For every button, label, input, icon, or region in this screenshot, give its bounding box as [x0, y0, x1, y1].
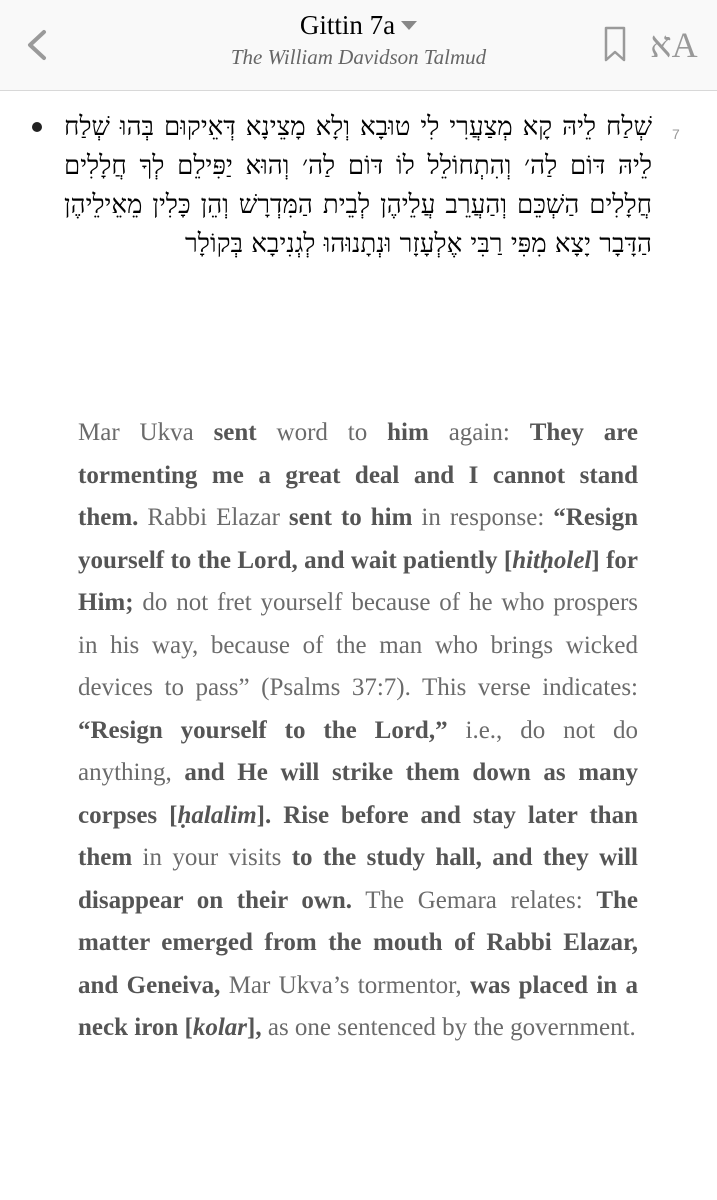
language-toggle-button[interactable]: אA: [650, 25, 698, 65]
translation-run: The Gemara relates:: [352, 886, 597, 914]
translation-run: ]. Rise before and stay later than them: [78, 801, 638, 871]
page-subtitle: The William Davidson Talmud: [230, 45, 487, 69]
translation-run: “Resign yourself to the Lord, and wait patiently [: [78, 504, 638, 574]
translation-run: sent: [213, 419, 257, 446]
translation-run: in your visits: [132, 844, 292, 871]
translation-run: in response:: [412, 504, 554, 531]
translation-run: ḥalalim: [177, 801, 257, 829]
translation-run: Mar Ukva: [78, 419, 214, 446]
translation-run: to the study hall, and they will disappear on their own.: [78, 844, 638, 914]
english-translation[interactable]: [78, 412, 638, 1050]
translation-run: i.e., do not do anything,: [78, 716, 638, 786]
translation-run: Mar Ukva’s tormentor,: [220, 971, 470, 999]
title-area[interactable]: [150, 8, 567, 72]
chevron-left-icon: [18, 22, 58, 68]
translation-run: again:: [428, 419, 530, 446]
bookmark-icon: [604, 26, 626, 62]
translation-run: word to: [256, 419, 388, 446]
page-title: Gittin 7a: [299, 10, 396, 40]
translation-run: “Resign yourself to the Lord,”: [78, 716, 448, 744]
translation-run: was placed in a neck iron [: [78, 971, 639, 1041]
hebrew-text[interactable]: שְׁלַח לֵיהּ קָא מְצַעֲרִי לִי טוּבָא וְלָא מָצֵינָא דְּאֵיקוּם בְּהוּ שְׁלַח לֵיהּ דּוֹם לַה׳ וְהִתְחוֹלֵל לוֹ דּוֹם לַה׳ וְהוּא יַפִּילֵם לְךָ חֲלָלִים חֲלָלִים הַשְׁכֵּם וְהַעֲרֵב עֲלֵיהֶן לְבֵית הַמִּדְרָשׁ וְהֵן כָּלִין מֵאֵילֵיהֶן הַדָּבָר יָצָא מִפִּי רַבִּי אֶלְעָזָר וּנְתָנוּהוּ לְגְנִיבָא בְּקוֹלָר: [64, 112, 652, 259]
segment-number: 7: [672, 126, 680, 142]
translation-run: ],: [247, 1014, 262, 1041]
top-bar: [0, 0, 717, 91]
translation-run: hitḥolel: [512, 546, 592, 574]
translation-run: The matter emerged from the mouth of Rabbi Elazar, and Geneiva,: [78, 886, 638, 999]
translation-run: kolar: [192, 1014, 248, 1041]
segment-bullet: [32, 122, 42, 132]
translation-run: ] for Him;: [78, 546, 638, 616]
bookmark-button[interactable]: [604, 26, 626, 62]
translation-run: as one sentenced by the government.: [261, 1014, 636, 1041]
translation-run: him: [387, 419, 429, 446]
translation-run: They are tormenting me a great deal and I cannot stand them.: [78, 419, 638, 531]
caret-down-icon: [401, 21, 417, 30]
translation-run: sent to him: [288, 504, 413, 531]
translation-run: do not fret yourself because of he who prospers in his way, because of the man who brings wicked devices to pass” (Psalms 37:7). This verse indicates:: [78, 589, 638, 701]
translation-run: and He will strike them down as many corpses [: [78, 759, 638, 829]
back-button[interactable]: [18, 22, 58, 68]
translation-run: Rabbi Elazar: [138, 504, 289, 531]
